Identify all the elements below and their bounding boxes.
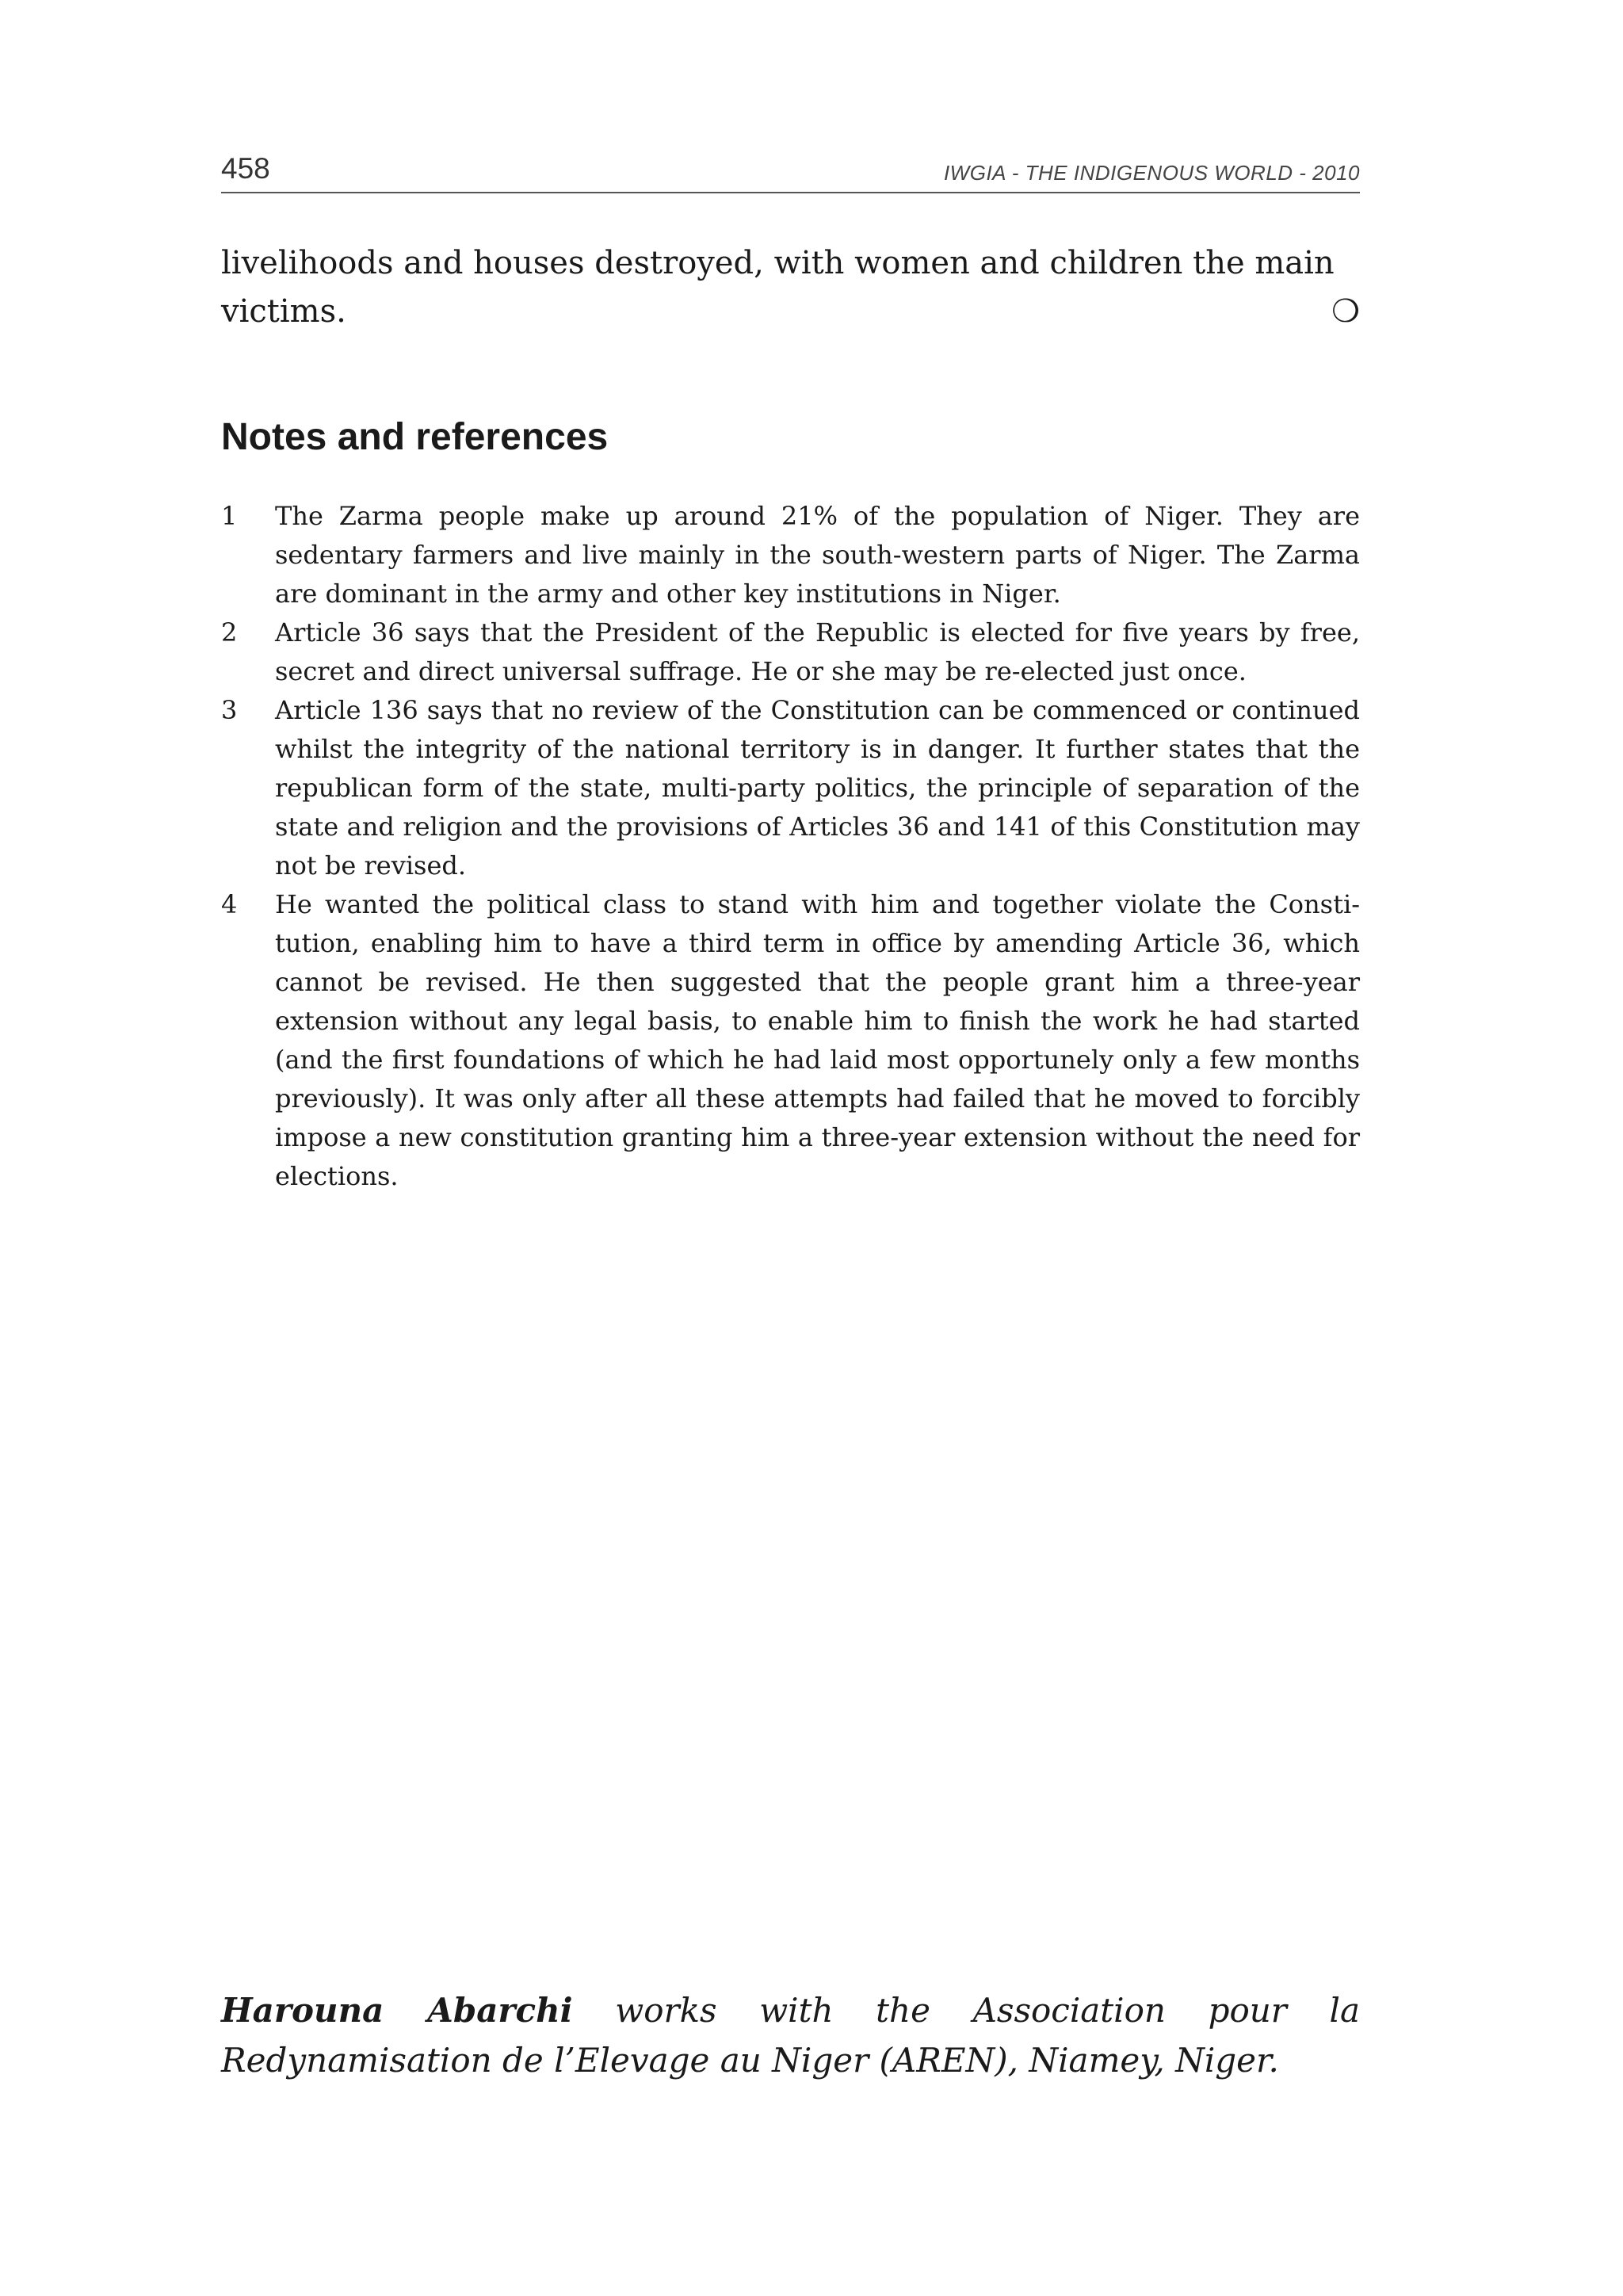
notes-list bbox=[221, 497, 1360, 1196]
note-item bbox=[221, 497, 1360, 613]
note-text: Article 36 says that the President of the Republic is elected for five years by free, secret and direct universal suffrage. He or she may be re-elected just once. bbox=[275, 617, 1360, 686]
note-text: He wanted the political class to stand with him and together violate the Constitution, enabling him to have a third term in office by amending Article 36, which cannot be revised. He then suggested that the people grant him a three-year extension without any legal basis, to enable him to finish the work he had started (and the first foundations of which he had laid most opportunely only a few months previously). It was only after all these attempts had failed that he moved to forcibly impose a new constitution granting him a three-year extension without the need for elections. bbox=[275, 889, 1360, 1191]
note-item bbox=[221, 885, 1360, 1196]
note-item bbox=[221, 613, 1360, 691]
author-description: works with the Association pour la Redynamisation de l’Elevage au Niger (AREN), Niamey, Niger. bbox=[221, 1991, 1361, 2080]
running-head: IWGIA - THE INDIGENOUS WORLD - 2010 bbox=[943, 161, 1360, 185]
note-number: 2 bbox=[221, 617, 238, 648]
body-paragraph bbox=[221, 239, 1360, 336]
page-header bbox=[221, 151, 1360, 193]
note-text: Article 136 says that no review of the Constitution can be commenced or continued whilst the integrity of the national territory is in danger. It further states that the republican form of the state, multi-party politics, the principle of separation of the state and religion and the provisions of Articles 36 and 141 of this Constitution may not be revised. bbox=[275, 695, 1360, 881]
author-bio bbox=[221, 1985, 1360, 2085]
author-name: Harouna Abarchi bbox=[221, 1991, 573, 2030]
note-number: 3 bbox=[221, 695, 238, 725]
note-number: 1 bbox=[221, 501, 238, 531]
page-content bbox=[221, 151, 1360, 1196]
end-of-article-icon: ❍ bbox=[1331, 293, 1360, 330]
note-item bbox=[221, 691, 1360, 885]
notes-heading: Notes and references bbox=[221, 416, 609, 458]
body-paragraph-text: livelihoods and houses destroyed, with women and children the main victims. bbox=[221, 245, 1335, 330]
note-text: The Zarma people make up around 21% of the population of Niger. They are sedentary farmers and live mainly in the south-western parts of Niger. The Zarma are dominant in the army and other key institutions in Niger. bbox=[275, 501, 1360, 609]
page-number: 458 bbox=[221, 152, 270, 185]
note-number: 4 bbox=[221, 889, 238, 919]
